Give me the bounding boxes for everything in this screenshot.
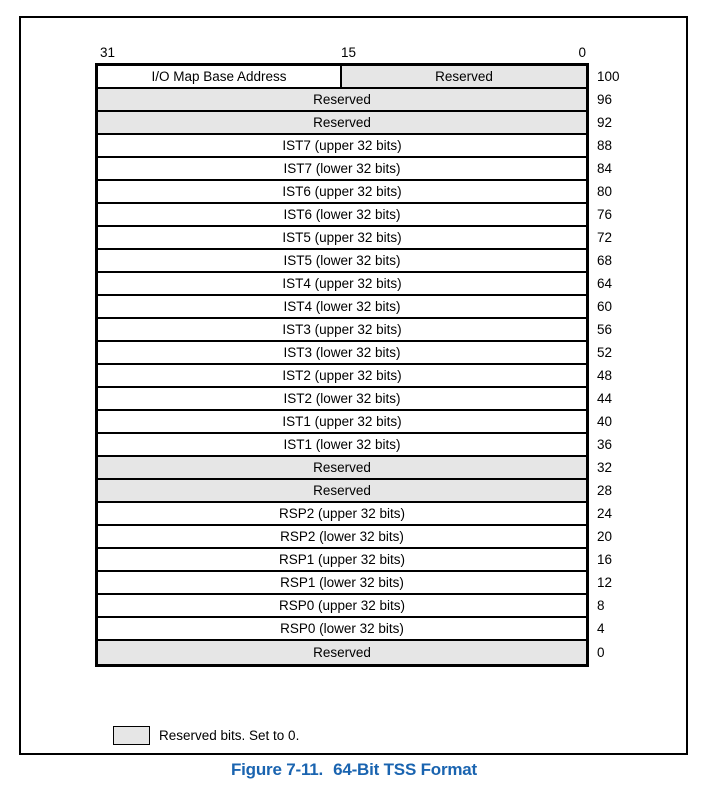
field-ist7-lower: IST7 (lower 32 bits) <box>283 161 401 176</box>
byte-offset-label: 20 <box>597 529 613 544</box>
tss-row-offset-72 <box>98 227 613 250</box>
tss-row-offset-44 <box>98 388 613 411</box>
tss-row-offset-92 <box>98 112 613 135</box>
byte-offset-label: 40 <box>597 414 613 429</box>
field-rsp0-lower: RSP0 (lower 32 bits) <box>280 621 404 636</box>
field-reserved: Reserved <box>313 645 371 660</box>
tss-row-offset-68 <box>98 250 613 273</box>
tss-row-offset-0 <box>98 641 605 664</box>
byte-offset-label: 96 <box>597 92 613 107</box>
byte-offset-label: 4 <box>597 621 605 636</box>
byte-offset-label: 80 <box>597 184 613 199</box>
field-io-map-base-address: I/O Map Base Address <box>98 66 342 87</box>
tss-row-offset-24 <box>98 503 613 526</box>
tss-row-offset-12 <box>98 572 613 595</box>
field-reserved: Reserved <box>313 92 371 107</box>
byte-offset-label: 52 <box>597 345 613 360</box>
reserved-legend <box>113 726 299 745</box>
tss-row-offset-60 <box>98 296 613 319</box>
tss-row-offset-80 <box>98 181 613 204</box>
tss-row-offset-32 <box>98 457 613 480</box>
field-ist4-lower: IST4 (lower 32 bits) <box>283 299 401 314</box>
bit-label-31: 31 <box>100 45 116 60</box>
field-rsp1-upper: RSP1 (upper 32 bits) <box>278 552 406 567</box>
field-reserved: Reserved <box>313 115 371 130</box>
byte-offset-label: 48 <box>597 368 613 383</box>
byte-offset-label: 68 <box>597 253 613 268</box>
field-ist1-upper: IST1 (upper 32 bits) <box>282 414 402 429</box>
figure-frame <box>19 16 688 755</box>
field-ist1-lower: IST1 (lower 32 bits) <box>283 437 401 452</box>
reserved-swatch <box>113 726 150 745</box>
field-ist6-lower: IST6 (lower 32 bits) <box>283 207 401 222</box>
tss-row-offset-16 <box>98 549 613 572</box>
field-reserved: Reserved <box>313 483 371 498</box>
field-ist5-lower: IST5 (lower 32 bits) <box>283 253 401 268</box>
byte-offset-label: 64 <box>597 276 613 291</box>
byte-offset-label: 72 <box>597 230 613 245</box>
tss-row-offset-84 <box>98 158 613 181</box>
tss-row-offset-96 <box>98 89 613 112</box>
byte-offset-label: 100 <box>597 69 620 84</box>
tss-row-offset-100 <box>98 66 620 89</box>
figure-caption <box>0 760 708 780</box>
tss-row-offset-88 <box>98 135 613 158</box>
tss-row-offset-20 <box>98 526 613 549</box>
tss-row-offset-36 <box>98 434 613 457</box>
byte-offset-label: 44 <box>597 391 613 406</box>
tss-row-offset-64 <box>98 273 613 296</box>
field-ist3-lower: IST3 (lower 32 bits) <box>283 345 401 360</box>
field-rsp0-upper: RSP0 (upper 32 bits) <box>278 598 406 613</box>
byte-offset-label: 92 <box>597 115 613 130</box>
bit-label-0: 0 <box>578 45 586 60</box>
reserved-legend-text: Reserved bits. Set to 0. <box>159 728 300 743</box>
byte-offset-label: 12 <box>597 575 613 590</box>
byte-offset-label: 0 <box>597 645 605 660</box>
tss-row-offset-48 <box>98 365 613 388</box>
bit-label-15: 15 <box>341 45 357 60</box>
field-ist2-lower: IST2 (lower 32 bits) <box>283 391 401 406</box>
bit-position-labels <box>95 42 589 60</box>
field-rsp2-lower: RSP2 (lower 32 bits) <box>280 529 404 544</box>
tss-row-offset-56 <box>98 319 613 342</box>
field-ist5-upper: IST5 (upper 32 bits) <box>282 230 402 245</box>
field-rsp2-upper: RSP2 (upper 32 bits) <box>278 506 406 521</box>
field-ist4-upper: IST4 (upper 32 bits) <box>282 276 402 291</box>
tss-row-offset-8 <box>98 595 605 618</box>
tss-row-offset-40 <box>98 411 613 434</box>
figure-caption-number: Figure 7-11. <box>230 760 324 779</box>
byte-offset-label: 8 <box>597 598 605 613</box>
byte-offset-label: 24 <box>597 506 613 521</box>
byte-offset-label: 28 <box>597 483 613 498</box>
field-ist7-upper: IST7 (upper 32 bits) <box>282 138 402 153</box>
field-rsp1-lower: RSP1 (lower 32 bits) <box>280 575 404 590</box>
figure-caption-title: 64-Bit TSS Format <box>333 760 478 779</box>
byte-offset-label: 36 <box>597 437 613 452</box>
byte-offset-label: 88 <box>597 138 613 153</box>
field-ist6-upper: IST6 (upper 32 bits) <box>282 184 402 199</box>
tss-row-offset-76 <box>98 204 613 227</box>
field-ist2-upper: IST2 (upper 32 bits) <box>282 368 402 383</box>
tss-row-offset-28 <box>98 480 613 503</box>
byte-offset-label: 56 <box>597 322 613 337</box>
byte-offset-label: 60 <box>597 299 613 314</box>
field-reserved: Reserved <box>342 66 586 87</box>
tss-format-table <box>95 63 620 667</box>
byte-offset-label: 32 <box>597 460 613 475</box>
field-reserved: Reserved <box>313 460 371 475</box>
tss-row-offset-4 <box>98 618 605 641</box>
byte-offset-label: 16 <box>597 552 613 567</box>
tss-row-offset-52 <box>98 342 613 365</box>
byte-offset-label: 84 <box>597 161 613 176</box>
byte-offset-label: 76 <box>597 207 613 222</box>
field-ist3-upper: IST3 (upper 32 bits) <box>282 322 402 337</box>
